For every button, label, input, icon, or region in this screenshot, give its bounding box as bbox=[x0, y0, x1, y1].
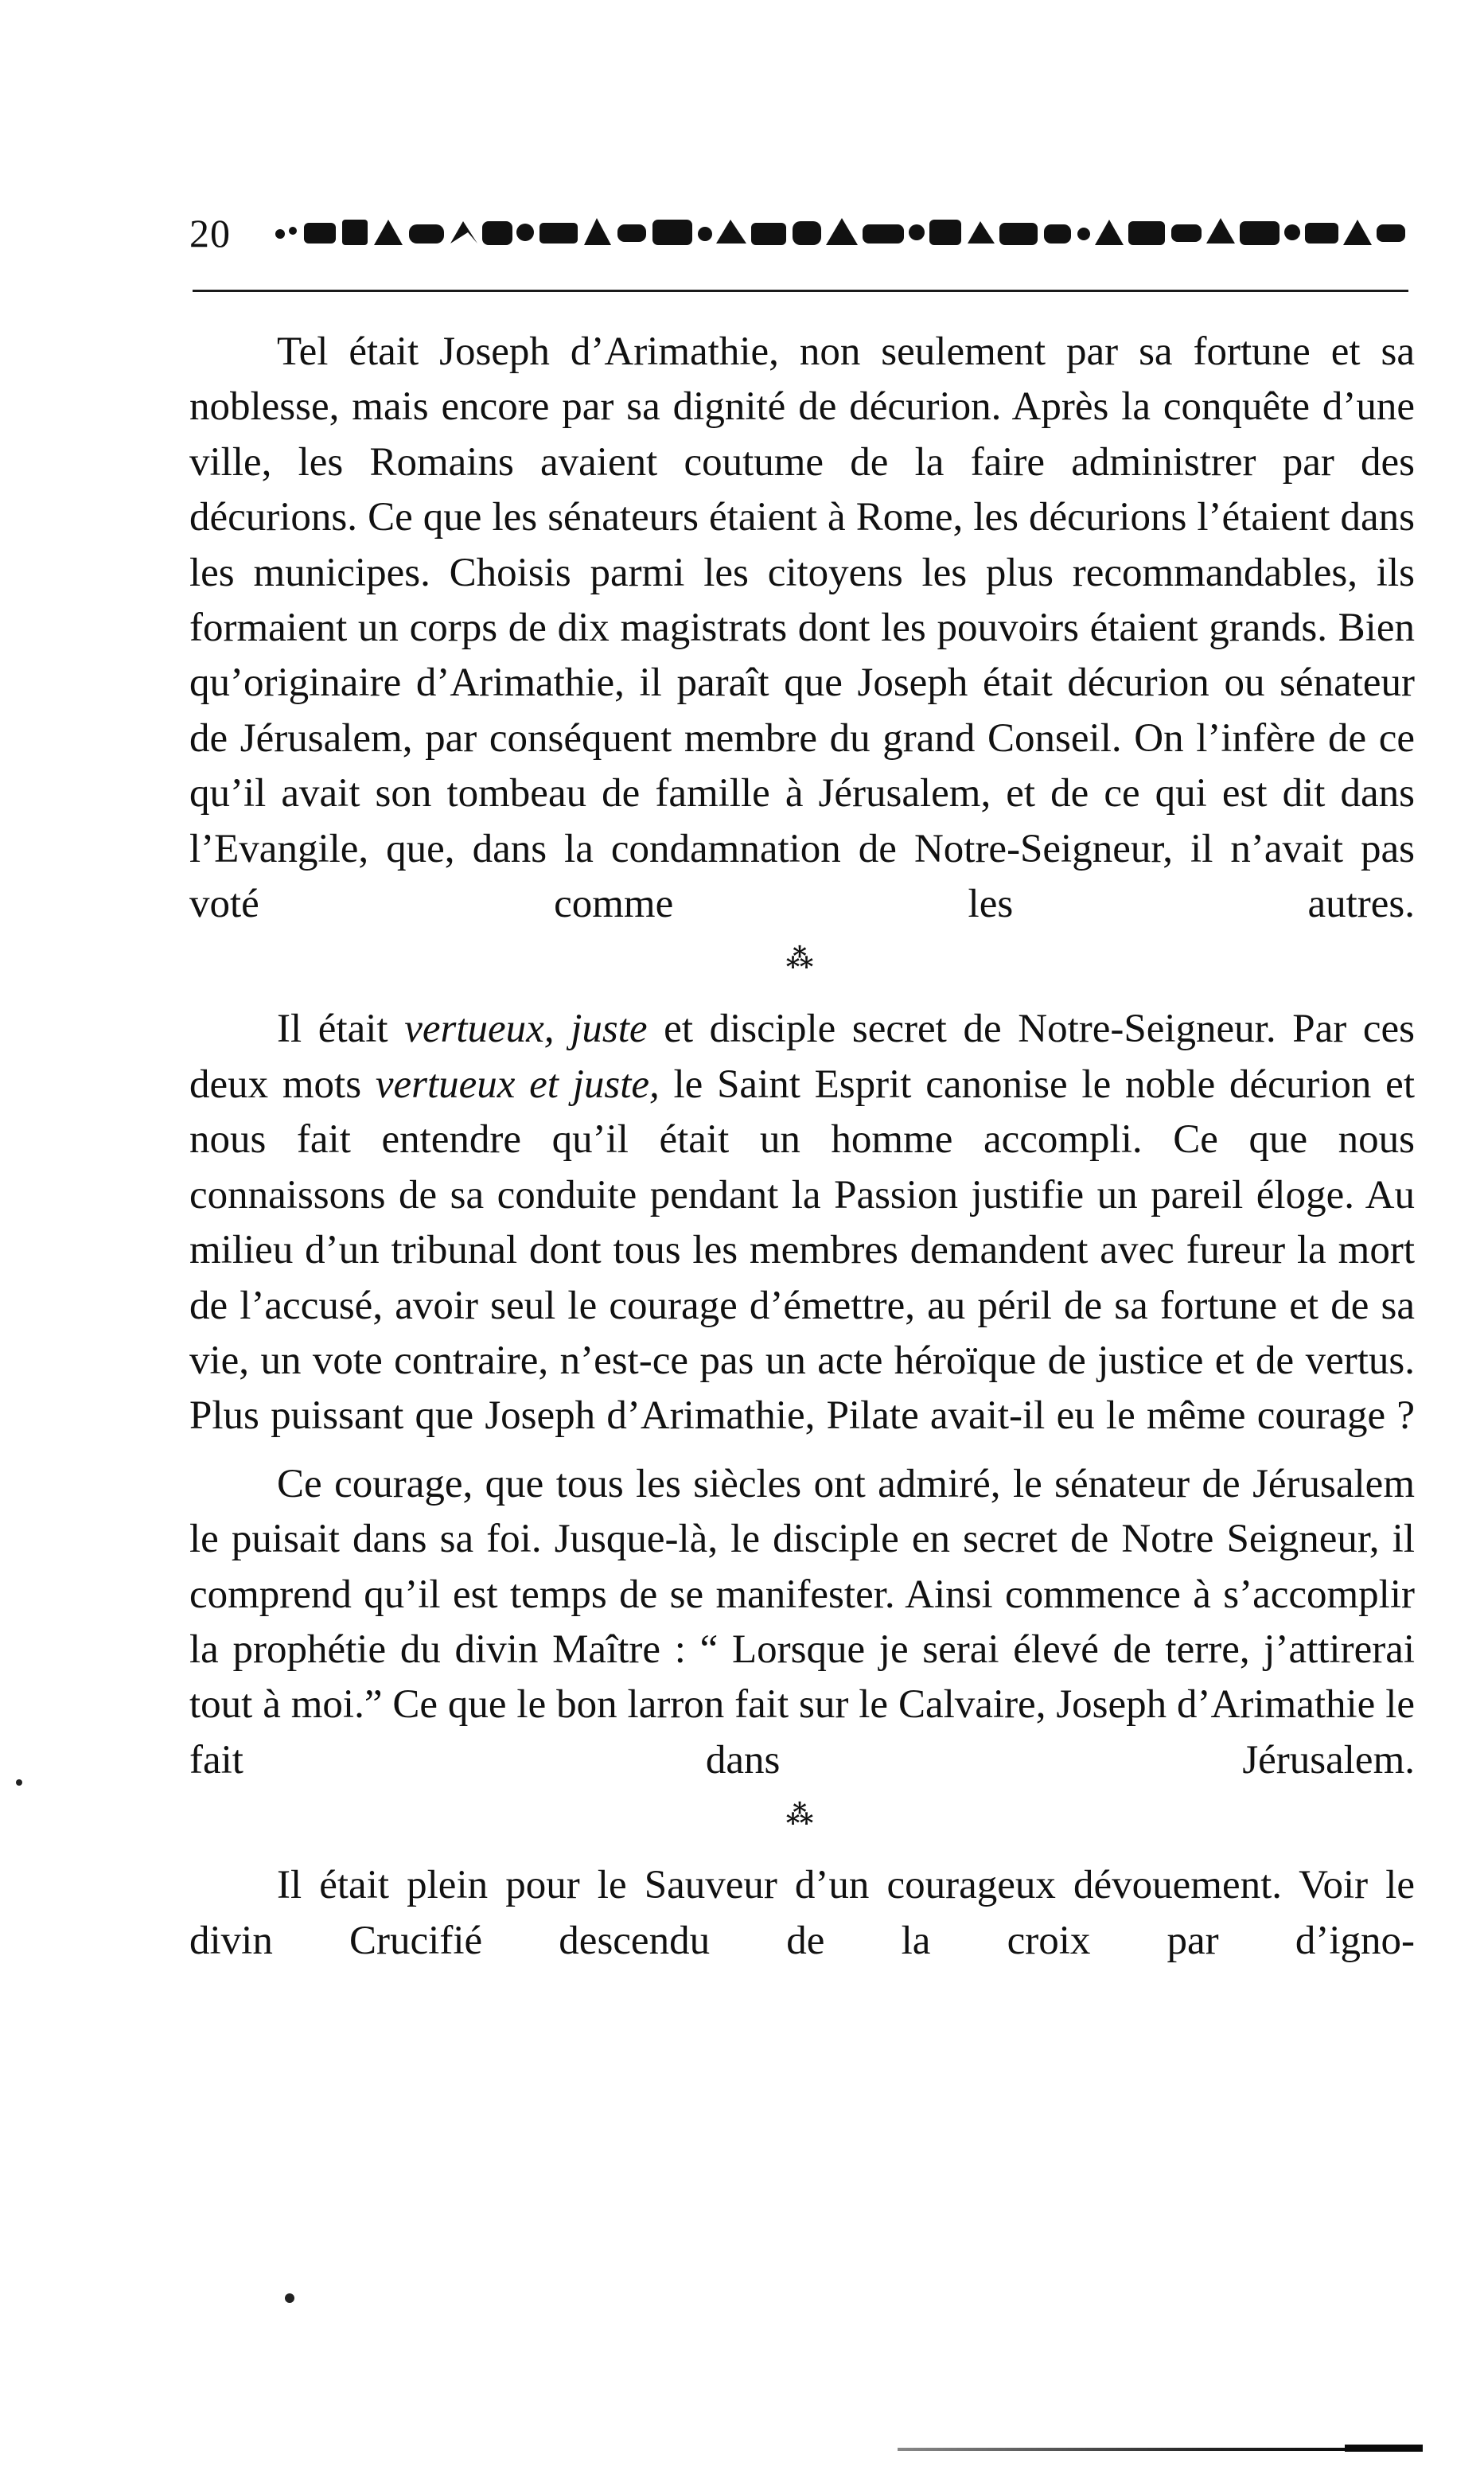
paragraph-2-text-a: Il était bbox=[277, 1007, 405, 1052]
page-body bbox=[189, 325, 1415, 1969]
footer-rule-end bbox=[1345, 2445, 1423, 2452]
paragraph-2-text-b: et disciple secret de Notre-Seigneur. Par ces deux mots bbox=[189, 1007, 1415, 1107]
footer-rule bbox=[898, 2448, 1423, 2451]
asterism-glyph: ⁂ bbox=[785, 1801, 819, 1831]
page-number: 20 bbox=[189, 211, 231, 255]
paragraph-2 bbox=[189, 1002, 1415, 1443]
running-header bbox=[189, 205, 1415, 261]
margin-speck-left bbox=[16, 1779, 22, 1786]
paragraph-2-emphasis-b: vertueux et juste, bbox=[375, 1062, 660, 1107]
paragraph-2-emphasis-a: vertueux, juste bbox=[404, 1007, 648, 1052]
paragraph-2-text-c: le Saint Esprit canonise le noble décurion et nous fait entendre qu’il était un homme accompli. Ce que nous connaissons de sa conduite pendant la Passion justifie un pareil éloge. Au milieu d’un tribunal dont tous les membres demandent avec fureur la mort de l’accusé, avoir seul le courage d’émettre, au péril de sa fortune et de sa vie, un vote contraire, n’est-ce pas un acte héroïque de justice et de vertus. Plus puissant que Joseph d’Arimathie, Pilate avait-il eu le même courage ? bbox=[189, 1062, 1415, 1439]
margin-speck-bottom bbox=[285, 2293, 294, 2303]
header-rule bbox=[193, 290, 1408, 292]
asterism-glyph: ⁂ bbox=[785, 945, 819, 975]
paragraph-1: Tel était Joseph d’Arimathie, non seulement par sa fortune et sa noblesse, mais encore par sa dignité de décurion. Après la conquête d’une ville, les Romains avaient coutume de la faire administrer par des décurions. Ce que les sénateurs étaient à Rome, les décurions l’étaient dans les municipes. Choisis parmi les citoyens les plus recommandables, ils formaient un corps de dix magistrats dont les pouvoirs étaient grands. Bien qu’originaire d’Arimathie, il paraît que Joseph était décurion ou sénateur de Jérusalem, par conséquent membre du grand Conseil. On l’infère de ce qu’il avait son tombeau de famille à Jérusalem, et de ce qui est dit dans l’Evangile, que, dans la condamnation de Notre-Seigneur, il n’avait pas voté comme les autres. bbox=[189, 329, 1415, 927]
asterism-divider-2 bbox=[189, 1788, 1415, 1858]
header-ornament bbox=[269, 213, 1415, 253]
paragraph-3: Ce courage, que tous les siècles ont admiré, le sénateur de Jérusalem le puisait dans sa foi. Jusque-là, le disciple en secret de Notre Seigneur, il comprend qu’il est temps de se manifester. Ainsi commence à s’accomplir la prophétie du divin Maître : “ Lorsque je serai élevé de terre, j’attirerai tout à moi.” Ce que le bon larron fait sur le Calvaire, Joseph d’Arimathie le fait dans Jérusalem. bbox=[189, 1461, 1415, 1782]
paragraph-4: Il était plein pour le Sauveur d’un courageux dévouement. Voir le divin Crucifié descendu de la croix par d’igno- bbox=[189, 1863, 1415, 1963]
asterism-divider-1 bbox=[189, 932, 1415, 1002]
